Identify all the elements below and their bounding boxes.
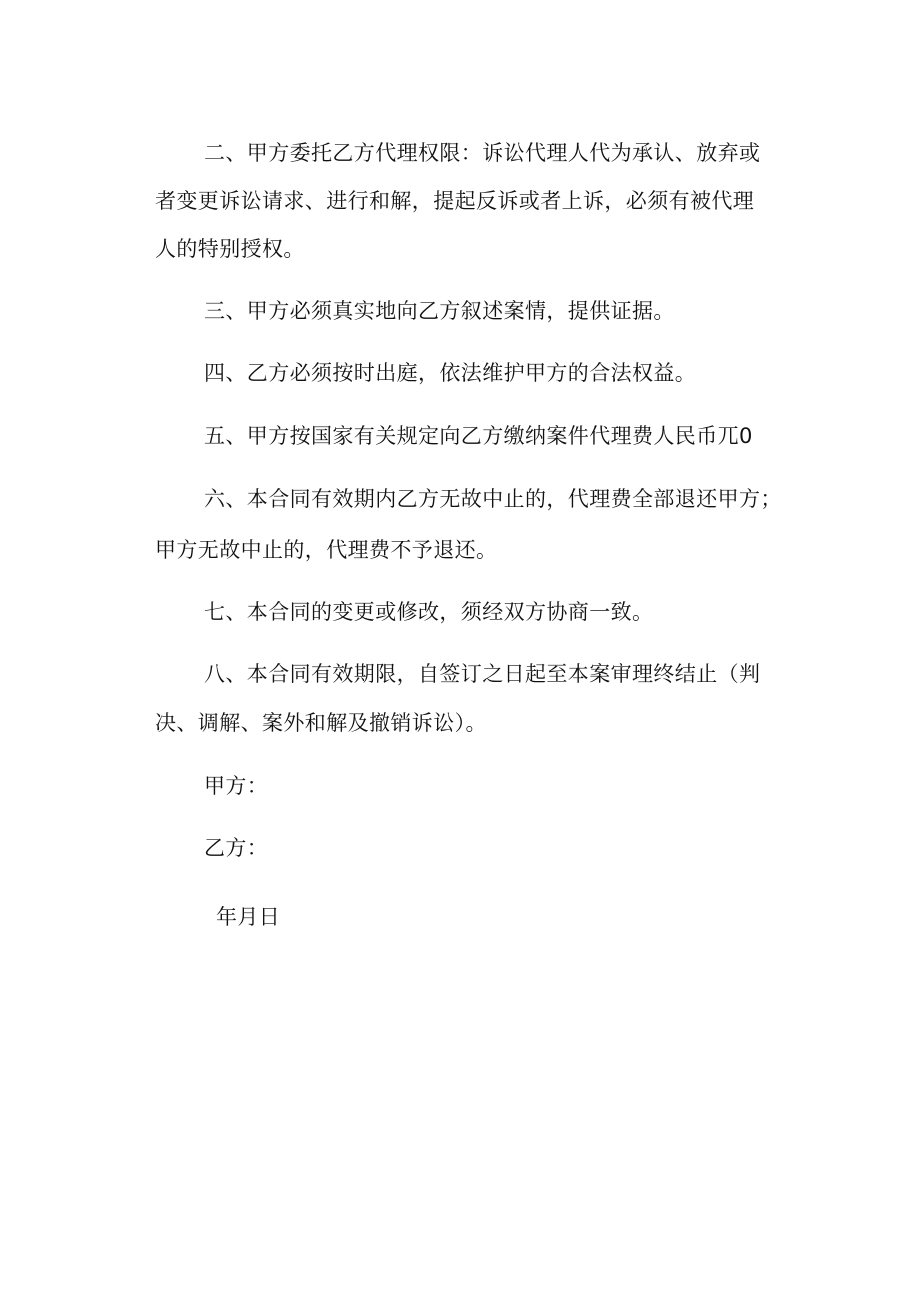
clause-8-line-1: 八、本合同有效期限，自签订之日起至本案审理终结止（判 bbox=[204, 662, 761, 686]
clause-8-line-2: 决、调解、案外和解及撤销诉讼）。 bbox=[155, 711, 487, 735]
clause-2-line-3: 人的特别授权。 bbox=[155, 237, 305, 261]
party-b-label: 乙方： bbox=[204, 836, 269, 860]
clause-6-line-2: 甲方无故中止的，代理费不予退还。 bbox=[155, 538, 498, 562]
clause-6-line-1: 六、本合同有效期内乙方无故中止的，代理费全部退还甲方； bbox=[204, 487, 782, 511]
party-a-label: 甲方： bbox=[204, 774, 269, 798]
clause-2-line-1: 二、甲方委托乙方代理权限：诉讼代理人代为承认、放弃或 bbox=[204, 141, 761, 165]
clause-3-line-1: 三、甲方必须真实地向乙方叙述案情，提供证据。 bbox=[204, 299, 675, 323]
date-label: 年月日 bbox=[216, 905, 281, 929]
clause-5-line-1: 五、甲方按国家有关规定向乙方缴纳案件代理费人民币兀0 bbox=[204, 424, 753, 448]
clause-4-line-1: 四、乙方必须按时出庭，依法维护甲方的合法权益。 bbox=[204, 361, 697, 385]
clause-2-line-2: 者变更诉讼请求、进行和解，提起反诉或者上诉，必须有被代理 bbox=[155, 189, 755, 213]
clause-7-line-1: 七、本合同的变更或修改，须经双方协商一致。 bbox=[204, 600, 654, 624]
